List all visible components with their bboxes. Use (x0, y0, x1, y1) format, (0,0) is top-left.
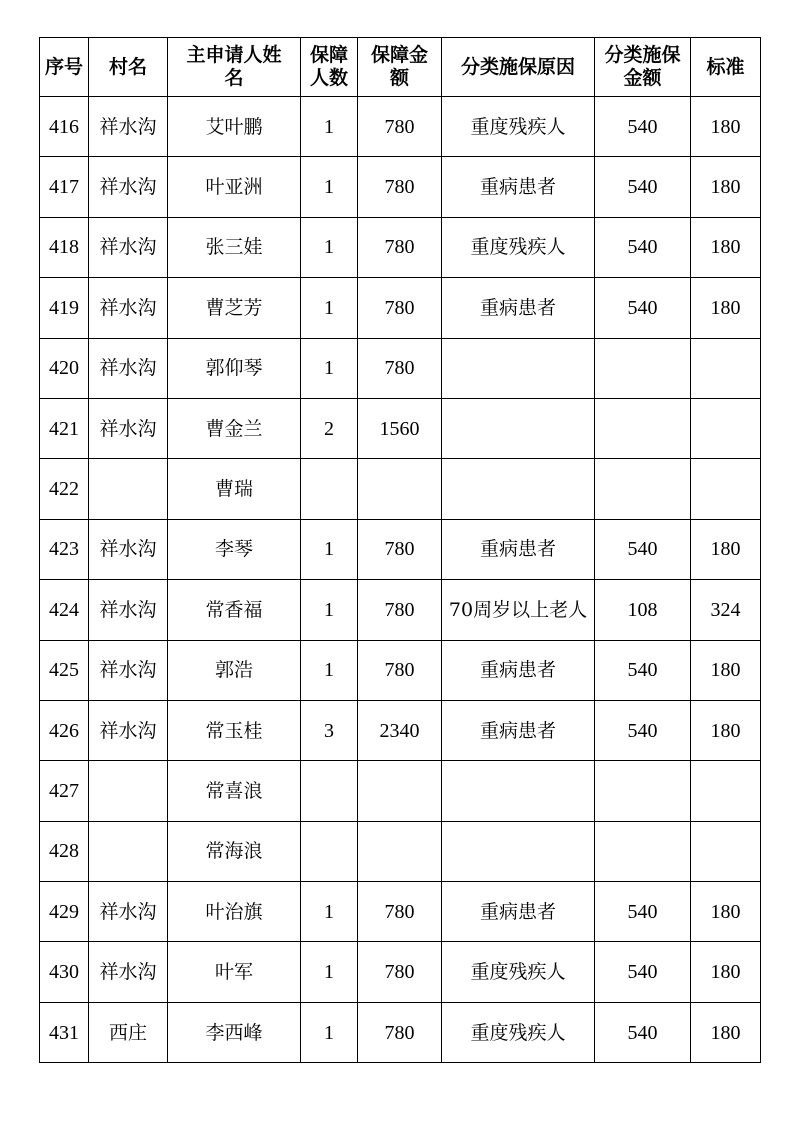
cell-village: 祥水沟 (89, 700, 168, 760)
cell-reason: 70周岁以上老人 (442, 580, 595, 640)
cell-persons: 1 (301, 97, 358, 157)
cell-standard (691, 761, 761, 821)
cell-amount: 780 (358, 640, 442, 700)
table-row (40, 157, 761, 217)
header-village: 村名 (89, 38, 168, 97)
cell-amount: 780 (358, 1002, 442, 1062)
cell-class-amount: 540 (595, 157, 691, 217)
cell-reason: 重病患者 (442, 882, 595, 942)
cell-amount: 780 (358, 882, 442, 942)
cell-applicant: 叶治旗 (168, 882, 301, 942)
cell-applicant: 张三娃 (168, 217, 301, 277)
cell-reason (442, 761, 595, 821)
cell-persons: 3 (301, 700, 358, 760)
cell-seq: 431 (40, 1002, 89, 1062)
cell-class-amount: 540 (595, 278, 691, 338)
cell-standard: 180 (691, 157, 761, 217)
cell-applicant: 叶亚洲 (168, 157, 301, 217)
cell-village: 祥水沟 (89, 942, 168, 1002)
cell-village: 祥水沟 (89, 882, 168, 942)
header-seq: 序号 (40, 38, 89, 97)
cell-persons: 1 (301, 580, 358, 640)
cell-class-amount (595, 459, 691, 519)
cell-seq: 423 (40, 519, 89, 579)
cell-seq: 425 (40, 640, 89, 700)
cell-reason: 重病患者 (442, 700, 595, 760)
cell-reason (442, 398, 595, 458)
cell-applicant: 曹芝芳 (168, 278, 301, 338)
cell-class-amount: 540 (595, 882, 691, 942)
cell-persons: 1 (301, 157, 358, 217)
cell-amount: 780 (358, 519, 442, 579)
cell-class-amount: 540 (595, 97, 691, 157)
table-body (40, 97, 761, 1063)
cell-reason: 重度残疾人 (442, 942, 595, 1002)
table-row (40, 1002, 761, 1062)
cell-village (89, 459, 168, 519)
table-row (40, 338, 761, 398)
cell-standard (691, 338, 761, 398)
cell-amount: 780 (358, 97, 442, 157)
cell-persons: 1 (301, 338, 358, 398)
table-row (40, 640, 761, 700)
cell-applicant: 叶军 (168, 942, 301, 1002)
cell-reason (442, 338, 595, 398)
cell-village: 祥水沟 (89, 398, 168, 458)
cell-reason: 重病患者 (442, 519, 595, 579)
table-row (40, 761, 761, 821)
cell-amount (358, 821, 442, 881)
cell-seq: 424 (40, 580, 89, 640)
cell-amount (358, 459, 442, 519)
cell-class-amount: 540 (595, 217, 691, 277)
cell-class-amount: 108 (595, 580, 691, 640)
cell-class-amount (595, 398, 691, 458)
header-reason: 分类施保原因 (442, 38, 595, 97)
header-class-amount: 分类施保金额 (595, 38, 691, 97)
table-row (40, 700, 761, 760)
cell-standard: 180 (691, 519, 761, 579)
cell-standard: 180 (691, 1002, 761, 1062)
cell-village: 祥水沟 (89, 580, 168, 640)
header-row (40, 38, 761, 97)
cell-seq: 422 (40, 459, 89, 519)
cell-reason: 重病患者 (442, 640, 595, 700)
cell-applicant: 李西峰 (168, 1002, 301, 1062)
cell-village: 祥水沟 (89, 97, 168, 157)
cell-class-amount: 540 (595, 640, 691, 700)
cell-reason: 重度残疾人 (442, 217, 595, 277)
cell-class-amount (595, 761, 691, 821)
cell-reason: 重病患者 (442, 157, 595, 217)
cell-seq: 426 (40, 700, 89, 760)
table-row (40, 519, 761, 579)
cell-applicant: 郭浩 (168, 640, 301, 700)
cell-amount: 2340 (358, 700, 442, 760)
cell-persons (301, 761, 358, 821)
cell-class-amount (595, 821, 691, 881)
cell-standard (691, 398, 761, 458)
cell-seq: 429 (40, 882, 89, 942)
cell-seq: 427 (40, 761, 89, 821)
cell-reason: 重度残疾人 (442, 1002, 595, 1062)
cell-standard: 180 (691, 882, 761, 942)
cell-persons (301, 459, 358, 519)
cell-seq: 416 (40, 97, 89, 157)
table-row (40, 217, 761, 277)
cell-reason (442, 821, 595, 881)
cell-amount: 780 (358, 278, 442, 338)
cell-persons: 1 (301, 1002, 358, 1062)
header-standard: 标准 (691, 38, 761, 97)
cell-applicant: 郭仰琴 (168, 338, 301, 398)
cell-applicant: 常海浪 (168, 821, 301, 881)
cell-persons: 1 (301, 882, 358, 942)
table-row (40, 459, 761, 519)
assistance-table (39, 37, 761, 1063)
cell-persons (301, 821, 358, 881)
cell-seq: 418 (40, 217, 89, 277)
cell-amount: 780 (358, 157, 442, 217)
header-applicant: 主申请人姓名 (168, 38, 301, 97)
cell-reason (442, 459, 595, 519)
cell-village: 祥水沟 (89, 217, 168, 277)
cell-persons: 1 (301, 519, 358, 579)
cell-applicant: 艾叶鹏 (168, 97, 301, 157)
table-row (40, 278, 761, 338)
table-row (40, 882, 761, 942)
cell-seq: 430 (40, 942, 89, 1002)
cell-applicant: 曹金兰 (168, 398, 301, 458)
cell-persons: 1 (301, 217, 358, 277)
cell-persons: 1 (301, 640, 358, 700)
cell-village: 祥水沟 (89, 640, 168, 700)
cell-amount: 780 (358, 338, 442, 398)
cell-persons: 2 (301, 398, 358, 458)
cell-class-amount (595, 338, 691, 398)
cell-seq: 428 (40, 821, 89, 881)
cell-seq: 419 (40, 278, 89, 338)
cell-applicant: 常喜浪 (168, 761, 301, 821)
cell-amount: 780 (358, 217, 442, 277)
cell-amount (358, 761, 442, 821)
table-row (40, 398, 761, 458)
cell-applicant: 常香福 (168, 580, 301, 640)
cell-amount: 1560 (358, 398, 442, 458)
cell-class-amount: 540 (595, 700, 691, 760)
cell-standard: 180 (691, 700, 761, 760)
table-row (40, 821, 761, 881)
cell-standard: 180 (691, 97, 761, 157)
cell-class-amount: 540 (595, 942, 691, 1002)
cell-seq: 420 (40, 338, 89, 398)
cell-village: 祥水沟 (89, 278, 168, 338)
cell-standard: 180 (691, 278, 761, 338)
cell-applicant: 李琴 (168, 519, 301, 579)
cell-village (89, 761, 168, 821)
cell-seq: 421 (40, 398, 89, 458)
table-row (40, 580, 761, 640)
cell-persons: 1 (301, 278, 358, 338)
table-row (40, 97, 761, 157)
cell-applicant: 常玉桂 (168, 700, 301, 760)
cell-village: 祥水沟 (89, 338, 168, 398)
cell-amount: 780 (358, 580, 442, 640)
cell-standard: 180 (691, 942, 761, 1002)
header-persons: 保障人数 (301, 38, 358, 97)
cell-standard: 180 (691, 217, 761, 277)
cell-class-amount: 540 (595, 519, 691, 579)
cell-village (89, 821, 168, 881)
cell-class-amount: 540 (595, 1002, 691, 1062)
cell-standard (691, 459, 761, 519)
cell-standard: 324 (691, 580, 761, 640)
cell-village: 西庄 (89, 1002, 168, 1062)
cell-standard (691, 821, 761, 881)
cell-reason: 重度残疾人 (442, 97, 595, 157)
cell-applicant: 曹瑞 (168, 459, 301, 519)
cell-amount: 780 (358, 942, 442, 1002)
cell-reason: 重病患者 (442, 278, 595, 338)
cell-village: 祥水沟 (89, 157, 168, 217)
cell-standard: 180 (691, 640, 761, 700)
cell-persons: 1 (301, 942, 358, 1002)
header-amount: 保障金额 (358, 38, 442, 97)
table-row (40, 942, 761, 1002)
cell-village: 祥水沟 (89, 519, 168, 579)
cell-seq: 417 (40, 157, 89, 217)
